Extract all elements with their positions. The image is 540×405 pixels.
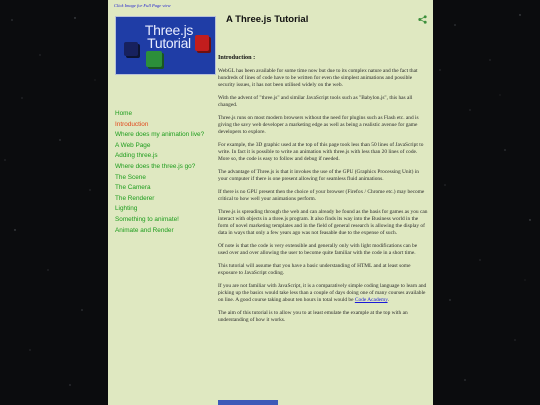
paragraph: For example, the 3D graphic used at the top of this page took less than 50 lines of JavaScript to write. In fact it is possible to write an animation with three.js with less than 20 lines of code. More so, the code is easy to follow and debug if needed. <box>218 142 424 162</box>
nav-item-animate-render[interactable]: Animate and Render <box>115 226 174 234</box>
main-content <box>218 54 428 330</box>
banner-image[interactable] <box>115 16 216 75</box>
share-icon[interactable] <box>418 15 427 24</box>
paragraph: The advantage of Three.js is that it invokes the use of the GPU (Graphics Processing Unit) in your computer if there is one present allowing for seamless fluid animations. <box>218 169 419 182</box>
section-heading: Introduction : <box>218 54 256 61</box>
banner-text: Three.js Tutorial <box>144 22 194 51</box>
nav-item-web-page[interactable]: A Web Page <box>115 141 151 149</box>
nav-item-renderer[interactable]: The Renderer <box>115 194 155 202</box>
bottom-image <box>218 400 278 405</box>
nav-item-introduction[interactable]: Introduction <box>115 120 149 128</box>
page-title: A Three.js Tutorial <box>226 14 309 25</box>
nav-item-animation-live[interactable]: Where does my animation live? <box>115 131 205 139</box>
nav-item-scene[interactable]: The Scene <box>115 173 146 181</box>
click-image-note: Click Image for Full Page view <box>114 3 171 8</box>
javascript-text-end: . <box>387 297 389 303</box>
paragraph: This tutorial will assume that you have a basic understanding of HTML and at least some exposure to JavaScript coding. <box>218 263 411 276</box>
green-cube <box>146 51 162 67</box>
paragraph: Three.js is spreading through the web and can already be found as the basis for games as you can interact with objects in a three.js program. It also finds its way into the Business world in the form of novel marketing templates and in the field of general research is allowing the display of data in ways that only a few years ago was not feasable due to the expense of such. <box>218 209 428 236</box>
red-cube <box>195 35 209 51</box>
blue-cube <box>124 42 138 56</box>
nav-item-camera[interactable]: The Camera <box>115 184 151 192</box>
nav-item-where-threejs[interactable]: Where does the three.js go? <box>115 162 196 170</box>
code-academy-link[interactable]: Code Academy <box>354 297 388 303</box>
javascript-paragraph <box>218 283 428 304</box>
paragraph: With the advent of "three.js" and similar JavaScript tools such as "Babylon.js", this has all changed. <box>218 95 413 108</box>
nav-item-home[interactable]: Home <box>115 110 133 117</box>
nav-item-lighting[interactable]: Lighting <box>115 205 138 213</box>
paragraph: The aim of this tutorial is to allow you to at least emulate the example at the top with an understanding of how it works. <box>218 310 408 323</box>
page-container <box>108 0 433 405</box>
nav-item-something-animate[interactable]: Something to animate! <box>115 215 179 223</box>
paragraph: Three.js runs on most modern browsers without the need for plugins such as Flash etc. and is giving the savy web developer a marketing edge as well as being a realistic avenue for game developers to explore. <box>218 115 419 135</box>
paragraph: Of note is that the code is very extensible and generally only with light modifications can be used over and over allowing the user to become quite familiar with the code in a short time. <box>218 243 418 256</box>
nav-item-adding-threejs[interactable]: Adding three.js <box>115 152 158 160</box>
javascript-text: If you are not familiar with JavaScript, it is a comparatively simple coding language to learn and picking up the basics would take less than a couple of days doing one of many courses available on line. A good course taking about ten hours in total would be <box>218 283 427 303</box>
paragraph: WebGL has been available for some time now but due to its complex nature and the fact that hundreds of lines of code have to be written for even the simplest animations and possible security issues, it has not been utilised widely on the web. <box>218 68 418 88</box>
sidebar-nav <box>115 109 219 236</box>
paragraph: If there is no GPU present then the choice of your browser (Firefox / Chrome etc.) may become critical to how well your animations perform. <box>218 189 425 202</box>
